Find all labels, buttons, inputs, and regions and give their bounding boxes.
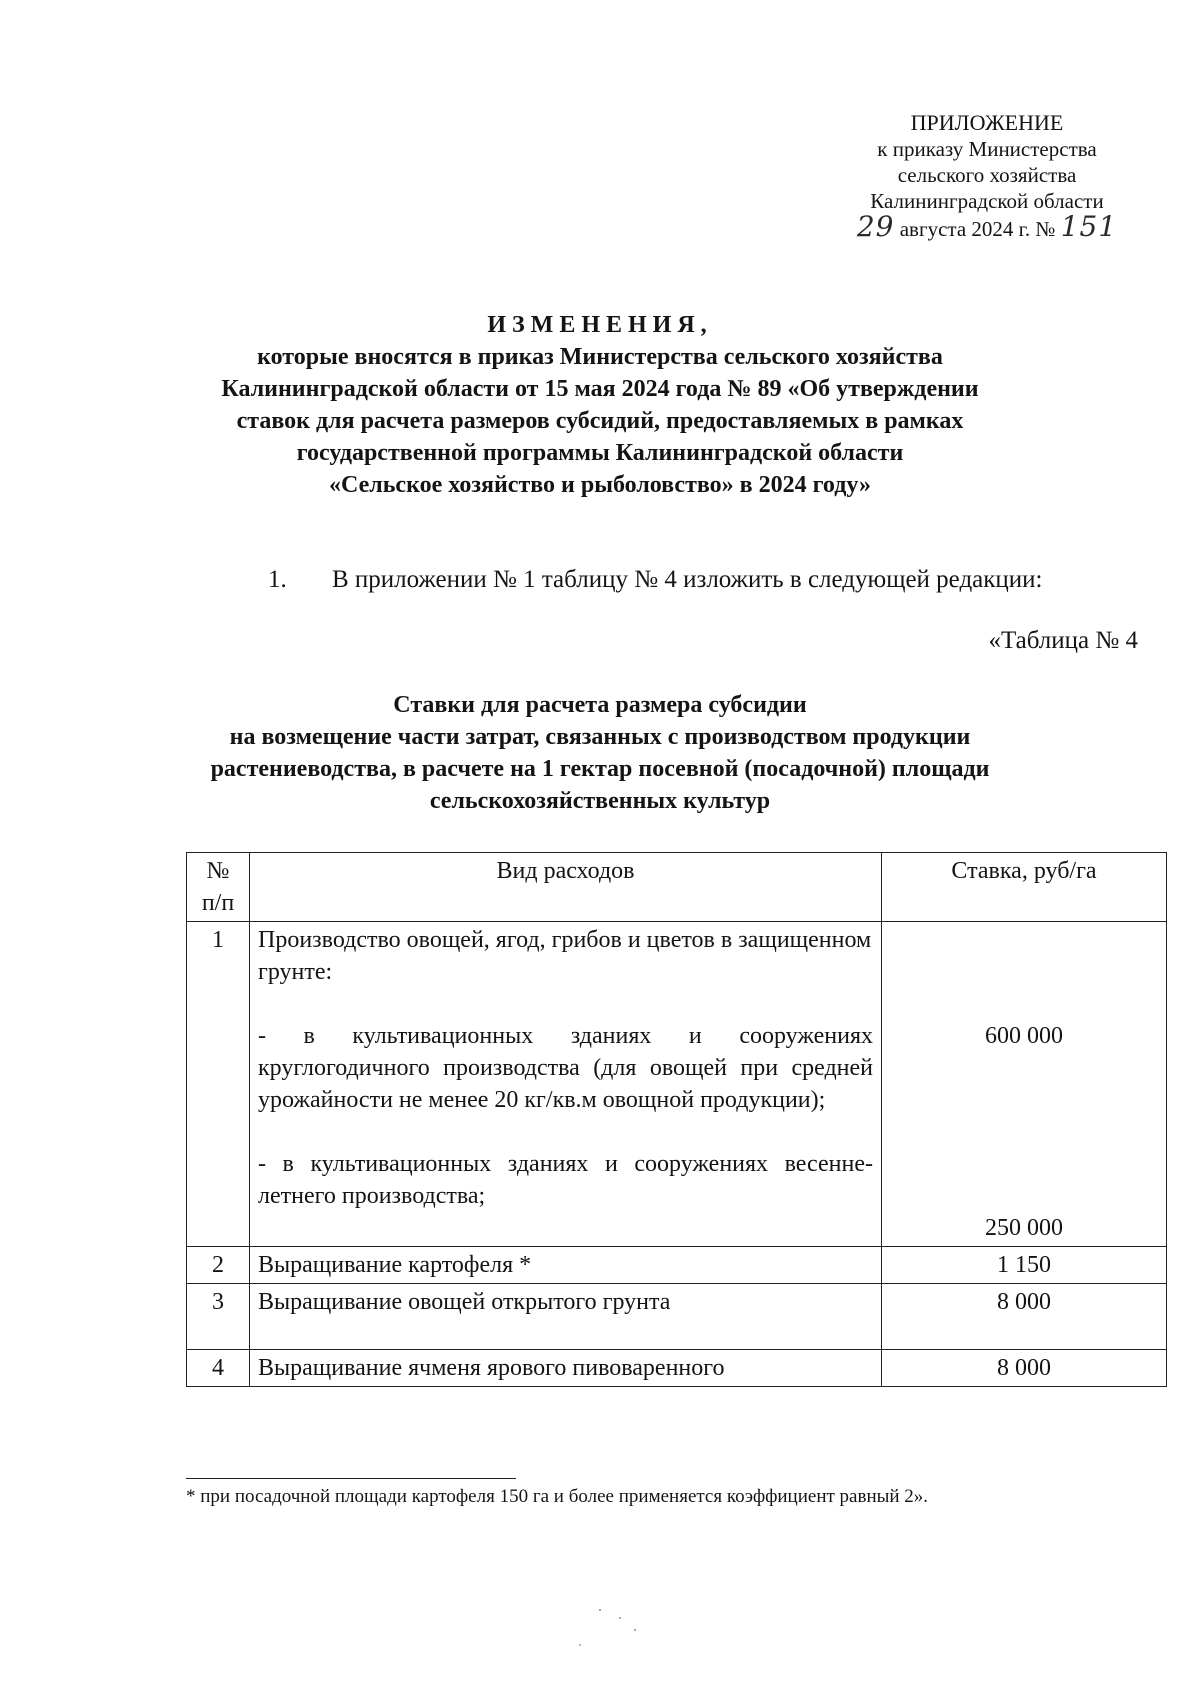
annex-header: [842, 110, 1132, 242]
row-3-desc: Выращивание овощей открытого грунта: [250, 1284, 882, 1350]
table-row: [187, 1284, 1167, 1350]
row-2-rate: 1 150: [882, 1247, 1167, 1284]
footnote: * при посадочной площади картофеля 150 га и более применяется коэффициент равный 2».: [186, 1486, 929, 1507]
title-line-3: ставок для расчета размеров субсидий, предоставляемых в рамках: [236, 408, 964, 434]
table-title-line-2: на возмещение части затрат, связанных с производством продукции: [229, 724, 971, 750]
row-4-desc: Выращивание ячменя ярового пивоваренного: [250, 1350, 882, 1387]
item-1: [268, 566, 1043, 594]
table-header-row: [187, 853, 1167, 922]
annex-line-1: к приказу Министерства: [877, 137, 1097, 161]
row-2-num: 2: [187, 1247, 250, 1284]
item-1-number: 1.: [268, 566, 287, 593]
table-reference: «Таблица № 4: [988, 627, 1138, 654]
row-4-rate: 8 000: [882, 1350, 1167, 1387]
header-desc: Вид расходов: [250, 853, 882, 922]
table-row: [187, 1247, 1167, 1284]
row-4-num: 4: [187, 1350, 250, 1387]
annex-line-2: сельского хозяйства: [897, 163, 1077, 187]
scan-noise: [560, 1600, 680, 1660]
annex-date-text: августа 2024 г. №: [899, 217, 1056, 241]
handwritten-day: 29: [856, 210, 895, 243]
handwritten-number: 151: [1060, 210, 1118, 243]
row-1-sub-2-rate: 250 000: [985, 1215, 1063, 1241]
row-3-rate: 8 000: [882, 1284, 1167, 1350]
rates-table: [186, 852, 1167, 1387]
footnote-divider: [186, 1478, 516, 1479]
table-row: [187, 1350, 1167, 1387]
table-title: [150, 689, 1050, 817]
title-line-5: «Сельское хозяйство и рыболовство» в 2024 году»: [329, 472, 871, 498]
row-1-desc: [250, 922, 882, 1247]
row-1-sub-2: - в культивационных зданиях и сооружениях весенне-летнего производства;: [258, 1151, 873, 1209]
row-3-num: 3: [187, 1284, 250, 1350]
title-line-4: государственной программы Калининградской области: [296, 440, 904, 466]
table-title-line-3: растениеводства, в расчете на 1 гектар посевной (посадочной) площади: [210, 756, 990, 782]
row-1-rates: [882, 922, 1167, 1247]
title-line-1: которые вносятся в приказ Министерства сельского хозяйства: [257, 344, 943, 370]
row-1-sub-1-rate: 600 000: [985, 1023, 1063, 1049]
row-2-desc: Выращивание картофеля *: [250, 1247, 882, 1284]
table-title-line-1: Ставки для расчета размера субсидии: [393, 692, 807, 718]
row-1-intro: Производство овощей, ягод, грибов и цветов в защищенном грунте:: [258, 927, 872, 985]
annex-date-line: [842, 210, 1132, 243]
row-1-sub-1: - в культивационных зданиях и сооружениях круглогодичного производства (для овощей при средней урожайности не менее 20 кг/кв.м овощной продукции);: [258, 1023, 873, 1113]
row-1-num: 1: [187, 922, 250, 1247]
document-title: [130, 309, 1070, 501]
table-row: [187, 922, 1167, 1247]
title-line-2: Калининградской области от 15 мая 2024 года № 89 «Об утверждении: [221, 376, 979, 402]
annex-line-3: Калининградской области: [870, 189, 1104, 213]
item-1-text: В приложении № 1 таблицу № 4 изложить в следующей редакции:: [332, 566, 1043, 593]
annex-label: ПРИЛОЖЕНИЕ: [910, 110, 1064, 135]
header-rate: Ставка, руб/га: [882, 853, 1167, 922]
table-title-line-4: сельскохозяйственных культур: [429, 788, 771, 814]
header-num: № п/п: [187, 853, 250, 922]
title-head: ИЗМЕНЕНИЯ,: [487, 312, 713, 338]
